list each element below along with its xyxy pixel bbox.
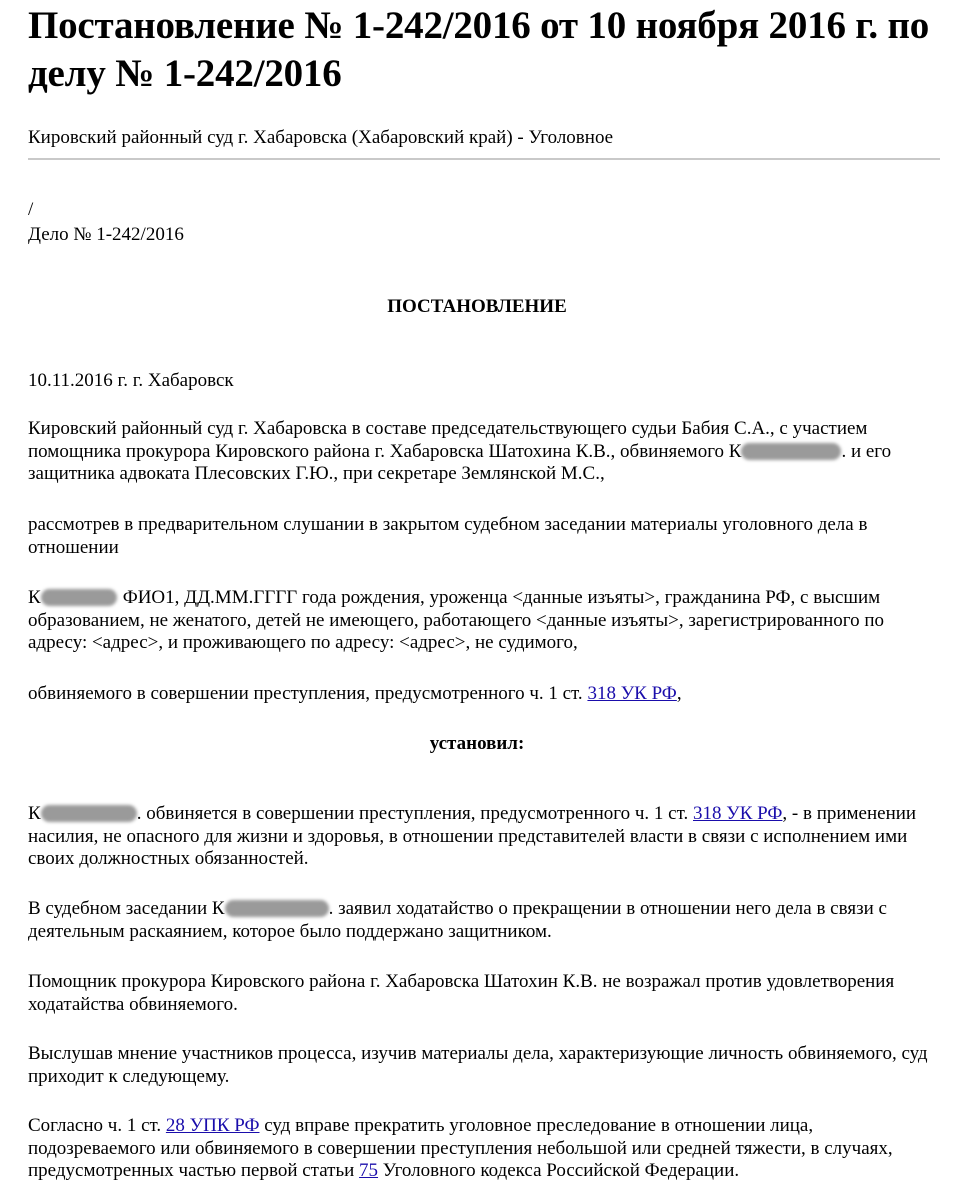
uk-318-link[interactable]: 318 УК РФ [693,803,783,824]
uk-75-link[interactable]: 75 [359,1160,379,1181]
text: Кировский районный суд г. Хабаровска в составе председательствующего судьи Бабия С.А., с участием помощника прокурора Кировского района г. Хабаровска Шатохина К.В., обвиняемого К [28,418,868,462]
divider [28,158,940,160]
text: К [28,587,41,608]
redacted-name [225,900,329,917]
paragraph-hearing: Выслушав мнение участников процесса, изучив материалы дела, характеризующие личность обвиняемого, суд приходит к следующему. [28,1043,928,1087]
case-number: Дело № 1-242/2016 [28,224,184,245]
paragraph-considered: рассмотрев в предварительном слушании в закрытом судебном заседании материалы уголовного дела в отношении [28,514,868,558]
text: . и его защитника адвоката Плесовских Г.Ю., при секретаре Землянской М.С., [28,440,892,484]
page-title: Постановление № 1-242/2016 от 10 ноября 2016 г. по делу № 1-242/2016 [28,4,930,95]
established-heading: установил: [429,733,525,754]
text: , - в применении насилия, не опасного для жизни и здоровья, в отношении представителей власти в связи с исполнением ими своих должностных обязанностей. [28,803,917,869]
text: К [28,803,41,824]
paragraph-charge [28,683,938,706]
paragraph-defendant [28,587,938,655]
upk-28-link[interactable]: 28 УПК РФ [165,1115,260,1136]
text: суд вправе прекратить уголовное преследование в отношении лица, подозреваемого или обвиняемого в совершении преступления небольшой или средней тяжести, в случаях, предусмотренных частью первой статьи [28,1115,893,1181]
paragraph-prosecutor: Помощник прокурора Кировского района г. Хабаровска Шатохин К.В. не возражал против удовлетворения ходатайства обвиняемого. [28,971,895,1015]
text: Уголовного кодекса Российской Федерации. [378,1160,740,1181]
date-place: 10.11.2016 г. г. Хабаровск [28,370,234,391]
paragraph-composition [28,418,938,486]
paragraph-accusation [28,803,938,871]
uk-318-link[interactable]: 318 УК РФ [587,683,677,704]
document-heading: ПОСТАНОВЛЕНИЕ [387,296,567,317]
redacted-name [741,443,841,460]
text: , [676,683,682,704]
text: Согласно ч. 1 ст. [28,1115,166,1136]
text: . обвиняется в совершении преступления, предусмотренного ч. 1 ст. [136,803,693,824]
redacted-name [41,589,117,606]
text: . заявил ходатайство о прекращении в отношении него дела в связи с деятельным раскаянием, которое было поддержано защитником. [28,898,887,942]
text: В судебном заседании К [28,898,225,919]
court-line: Кировский районный суд г. Хабаровска (Хабаровский край) - Уголовное [28,127,614,148]
paragraph-motion [28,898,938,943]
text: ФИО1, ДД.ММ.ГГГГ года рождения, уроженца <данные изъяты>, гражданина РФ, с высшим образованием, не женатого, детей не имеющего, работающего <данные изъяты>, зарегистрированного по адресу: <адрес>, и проживающего по адресу: <адрес>, не судимого, [28,587,885,653]
slash-line: / [28,199,34,220]
text: обвиняемого в совершении преступления, предусмотренного ч. 1 ст. [28,683,588,704]
redacted-name [41,805,137,822]
paragraph-law [28,1115,938,1183]
